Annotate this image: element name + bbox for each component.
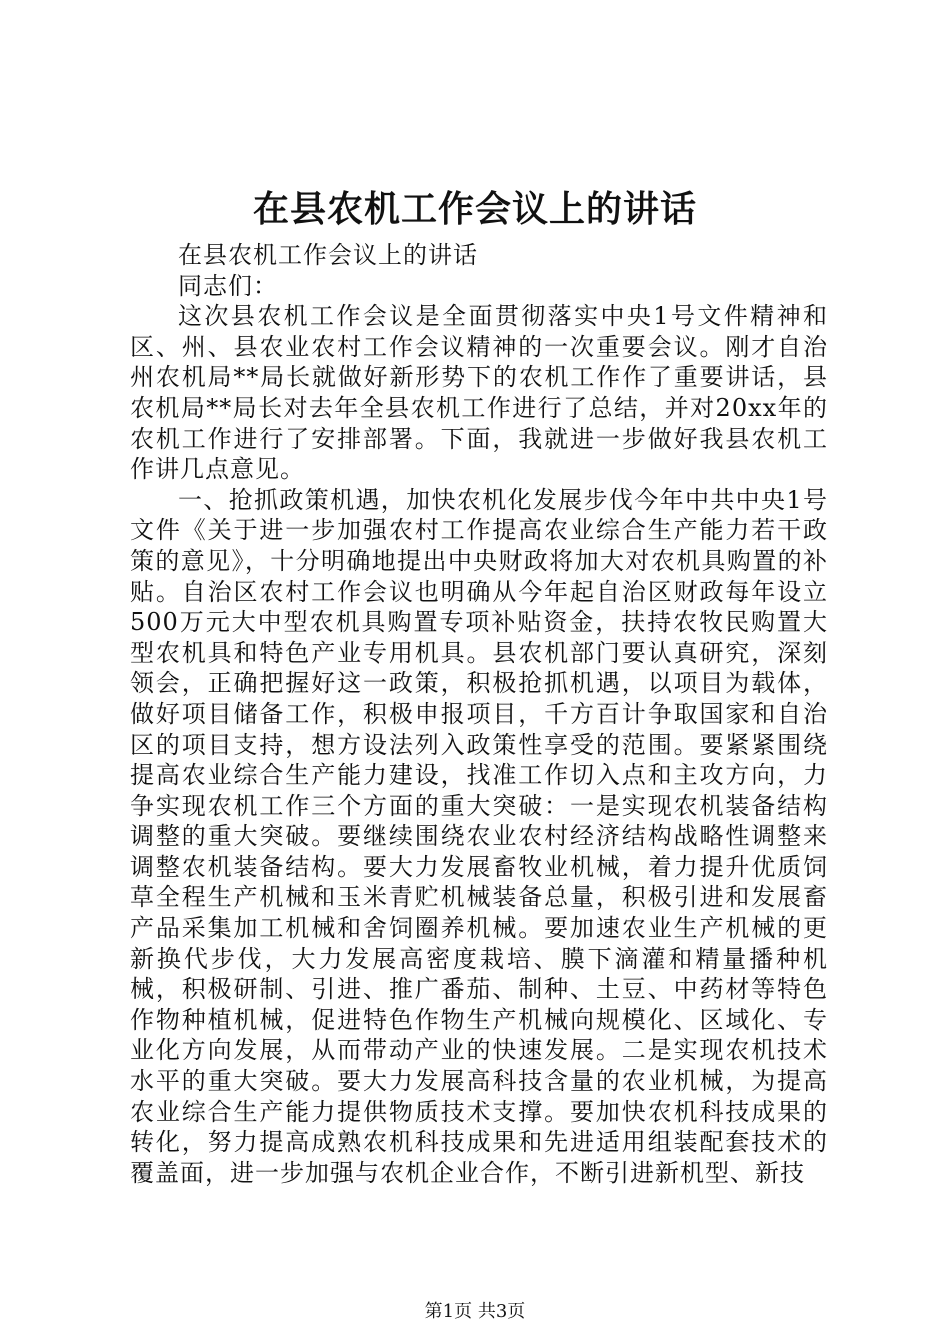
section-one-paragraph: 一、抢抓政策机遇，加快农机化发展步伐今年中共中央1号文件《关于进一步加强农村工作提高农业综合生产能力若干政策的意见》，十分明确地提出中央财政将加大对农机具购置的补贴。自治区农村工作会议也明确从今年起自治区财政每年设立500万元大中型农机具购置专项补贴资金，扶持农牧民购置大型农机具和特色产业专用机具。县农机部门要认真研究，深刻领会，正确把握好这一政策，积极抢抓机遇，以项目为载体，做好项目储备工作，积极申报项目，千方百计争取国家和自治区的项目支持，想方设法列入政策性享受的范围。要紧紧围绕提高农业综合生产能力建设，找准工作切入点和主攻方向，力争实现农机工作三个方面的重大突破：一是实现农机装备结构调整的重大突破。要继续围绕农业农村经济结构战略性调整来调整农机装备结构。要大力发展畜牧业机械，着力提升优质饲草全程生产机械和玉米青贮机械装备总量，积极引进和发展畜产品采集加工机械和舍饲圈养机械。要加速农业生产机械的更新换代步伐，大力发展高密度栽培、膜下滴灌和精量播种机械，积极研制、引进、推广番茄、制种、土豆、中药材等特色作物种植机械，促进特色作物生产机械向规模化、区域化、专业化方向发展，从而带动产业的快速发展。二是实现农机技术水平的重大突破。要大力发展高科技含量的农业机械，为提高农业综合生产能力提供物质技术支撑。要加快农机科技成果的转化，努力提高成熟农机科技成果和先进适用组装配套技术的覆盖面，进一步加强与农机企业合作，不断引进新机型、新技 bbox=[130, 485, 828, 1187]
subtitle-paragraph: 在县农机工作会议上的讲话 bbox=[178, 241, 478, 269]
page-footer: 第1页 共3页 bbox=[424, 1301, 526, 1322]
intro-paragraph: 这次县农机工作会议是全面贯彻落实中央1号文件精神和区、州、县农业农村工作会议精神的一次重要会议。刚才自治州农机局**局长就做好新形势下的农机工作作了重要讲话，县农机局**局长对去年全县农机工作进行了总结，并对20xx年的农机工作进行了安排部署。下面，我就进一步做好我县农机工作讲几点意见。 bbox=[130, 302, 828, 484]
document-title: 在县农机工作会议上的讲话 bbox=[252, 188, 697, 230]
salutation-paragraph: 同志们： bbox=[178, 271, 278, 300]
document-body bbox=[130, 240, 828, 1188]
